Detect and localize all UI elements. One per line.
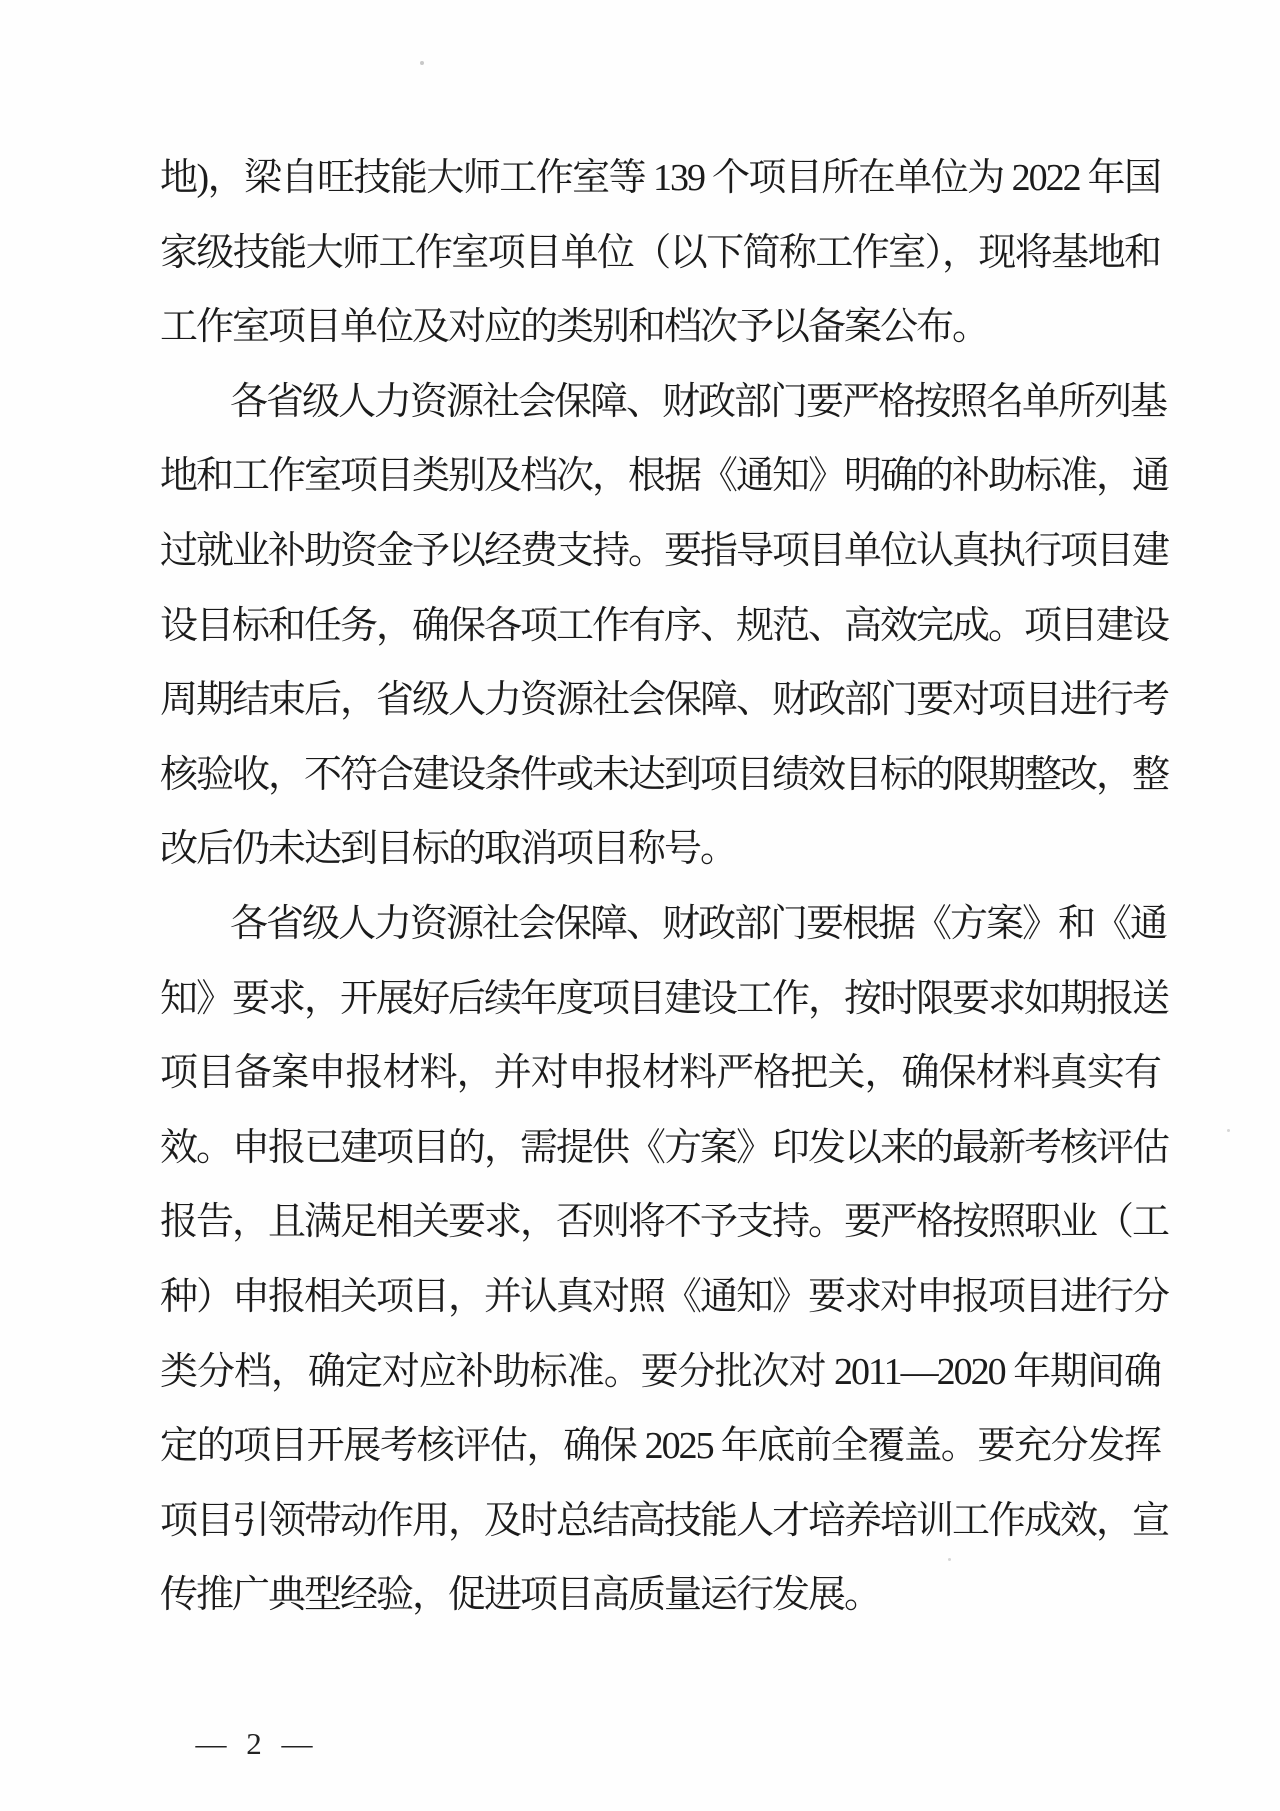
text-line: 改后仍未达到目标的取消项目称号。 [160,828,737,871]
text-line: 家级技能大师工作室项目单位（以下简称工作室），现将基地和 [160,231,1160,274]
text-line: 传推广典型经验，促进项目高质量运行发展。 [160,1574,881,1617]
text-line: 项目备案申报材料，并对申报材料严格把关，确保材料真实有 [160,1052,1160,1095]
scan-speck [1227,1129,1230,1132]
page-number: — 2 — [195,1726,319,1761]
text-line: 设目标和任务，确保各项工作有序、规范、高效完成。项目建设 [160,604,1169,647]
scan-speck [420,61,424,65]
text-line: 效。申报已建项目的，需提供《方案》印发以来的最新考核评估 [160,1126,1169,1169]
text-line: 工作室项目单位及对应的类别和档次予以备案公布。 [160,306,989,349]
text-line: 知》要求，开展好后续年度项目建设工作，按时限要求如期报送 [160,977,1169,1020]
text-line: 地)，梁自旺技能大师工作室等 139 个项目所在单位为 2022 年国 [160,157,1160,199]
text-line: 各省级人力资源社会保障、财政部门要严格按照名单所列基 [230,380,1167,423]
text-line: 各省级人力资源社会保障、财政部门要根据《方案》和《通 [230,902,1167,945]
text-line: 地和工作室项目类别及档次，根据《通知》明确的补助标准，通 [160,455,1169,498]
text-line: 核验收，不符合建设条件或未达到项目绩效目标的限期整改，整 [160,753,1169,796]
text-line: 周期结束后，省级人力资源社会保障、财政部门要对项目进行考 [160,679,1169,722]
text-line: 项目引领带动作用，及时总结高技能人才培养培训工作成效，宣 [160,1499,1169,1542]
document-body [160,141,1169,1633]
text-line: 过就业补助资金予以经费支持。要指导项目单位认真执行项目建 [160,529,1169,572]
text-line: 定的项目开展考核评估，确保 2025 年底前全覆盖。要充分发挥 [160,1425,1160,1468]
text-line: 报告，且满足相关要求，否则将不予支持。要严格按照职业（工 [160,1201,1169,1244]
text-line: 种）申报相关项目，并认真对照《通知》要求对申报项目进行分 [160,1275,1169,1318]
text-line: 类分档，确定对应补助标准。要分批次对 2011—2020 年期间确 [160,1350,1160,1393]
